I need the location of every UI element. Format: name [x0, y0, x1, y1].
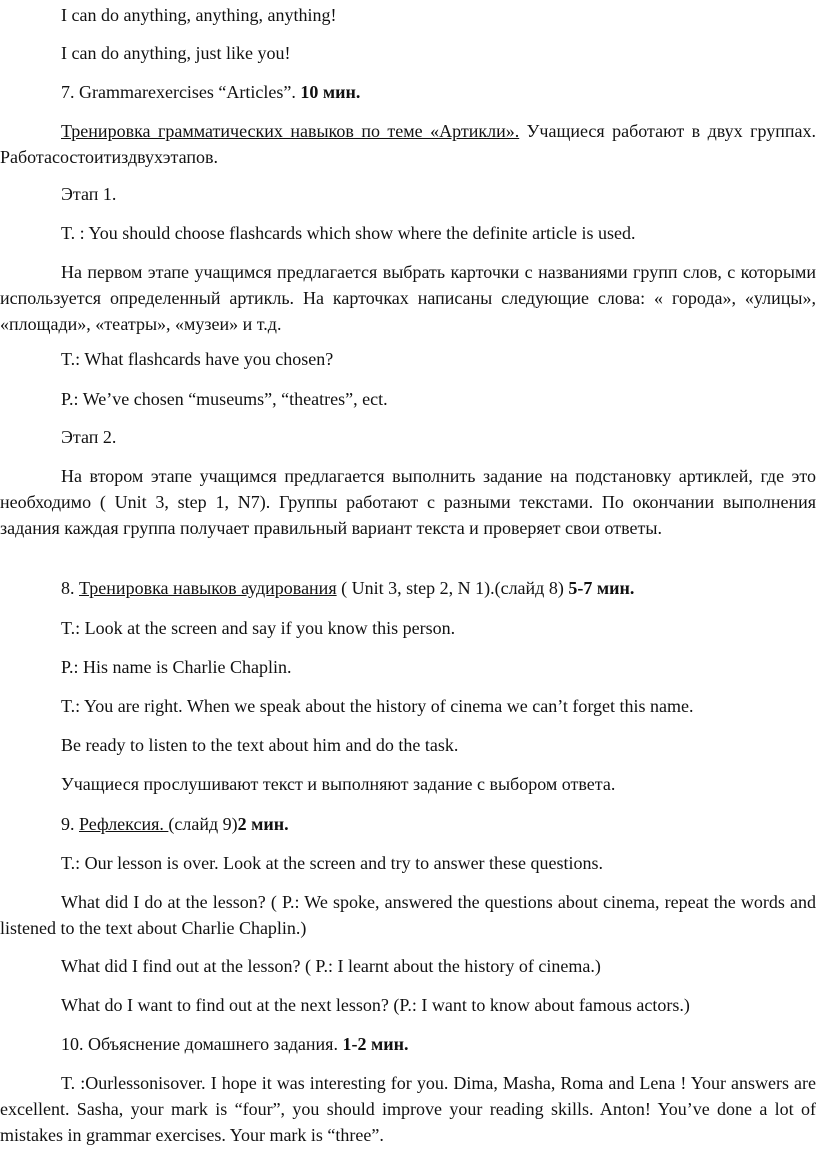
song-line-1: I can do anything, anything, anything!	[61, 5, 337, 25]
section-9-topic: Рефлексия.	[79, 814, 169, 834]
teacher-line-lesson-over: T.: Our lesson is over. Look at the screen and try to answer these questions.	[61, 853, 604, 873]
section-10-title: 10. Объяснение домашнего задания.	[61, 1034, 343, 1054]
section-9-reference: (слайд 9)	[168, 814, 238, 834]
section-8-reference: ( Unit 3, step 2, N 1).(слайд 8)	[336, 578, 569, 598]
section-7-topic: Тренировка грамматических навыков по теме «Артикли».	[61, 121, 520, 141]
section-8-topic: Тренировка навыков аудирования	[79, 578, 337, 598]
section-7-time: 10 мин.	[300, 82, 361, 102]
stage-1-description: На первом этапе учащимся предлагается выбрать карточки с названиями групп слов, с которыми используется определенный артикль. На карточках написаны следующие слова: « города», «улицы», «площади», «театры», «музеи» и т.д.	[0, 262, 816, 334]
stage-2-heading: Этап 2.	[61, 427, 117, 447]
stage-2-description: На втором этапе учащимся предлагается выполнить задание на подстановку артиклей, где это необходимо ( Unit 3, step 1, N7). Группы работают с разными текстами. По окончании выполнения задания каждая группа получает правильный вариант текста и проверяет свои ответы.	[0, 466, 816, 538]
teacher-closing-remarks: T. :Ourlessonisover. I hope it was interesting for you. Dima, Masha, Roma and Lena ! Your answers are excellent. Sasha, your mark is “four”, you should improve your reading skills. Anton! You’ve done a lot of mistakes in grammar exercises. Your mark is “three”.	[0, 1073, 816, 1145]
pupil-line-chaplin: P.: His name is Charlie Chaplin.	[61, 657, 292, 677]
teacher-line-listen: Be ready to listen to the text about him and do the task.	[61, 735, 459, 755]
stage-1-heading: Этап 1.	[61, 184, 117, 204]
pupil-answer-flashcards: P.: We’ve chosen “museums”, “theatres”, ect.	[61, 389, 388, 409]
reflection-question-2: What did I find out at the lesson? ( P.: I learnt about the history of cinema.)	[61, 956, 601, 976]
teacher-question-flashcards: T.: What flashcards have you chosen?	[61, 349, 334, 369]
section-8-time: 5-7 мин.	[568, 578, 635, 598]
section-8-number: 8.	[61, 578, 79, 598]
reflection-question-1: What did I do at the lesson? ( P.: We spoke, answered the questions about cinema, repeat the words and listened to the text about Charlie Chaplin.)	[0, 892, 816, 938]
section-9-time: 2 мин.	[237, 814, 289, 834]
section-7-description	[0, 118, 816, 170]
section-9-number: 9.	[61, 814, 79, 834]
listening-task-note: Учащиеся прослушивают текст и выполняют задание с выбором ответа.	[61, 774, 616, 794]
section-7-heading	[0, 79, 816, 105]
section-8-heading	[0, 575, 816, 601]
teacher-line-screen: T.: Look at the screen and say if you know this person.	[61, 618, 456, 638]
song-line-2: I can do anything, just like you!	[61, 43, 291, 63]
section-9-heading	[0, 811, 816, 837]
section-7-groups-text: Учащиеся работают в двух группах. Работасостоитиздвухэтапов.	[0, 121, 816, 167]
reflection-question-3: What do I want to find out at the next lesson? (P.: I want to know about famous actors.)	[61, 995, 690, 1015]
section-7-title: 7. Grammarexercises “Articles”.	[61, 82, 296, 102]
section-10-heading	[0, 1031, 816, 1057]
teacher-line-cinema: T.: You are right. When we speak about the history of cinema we can’t forget this name.	[61, 696, 694, 716]
teacher-line-flashcards: T. : You should choose flashcards which show where the definite article is used.	[61, 223, 636, 243]
section-10-time: 1-2 мин.	[342, 1034, 409, 1054]
